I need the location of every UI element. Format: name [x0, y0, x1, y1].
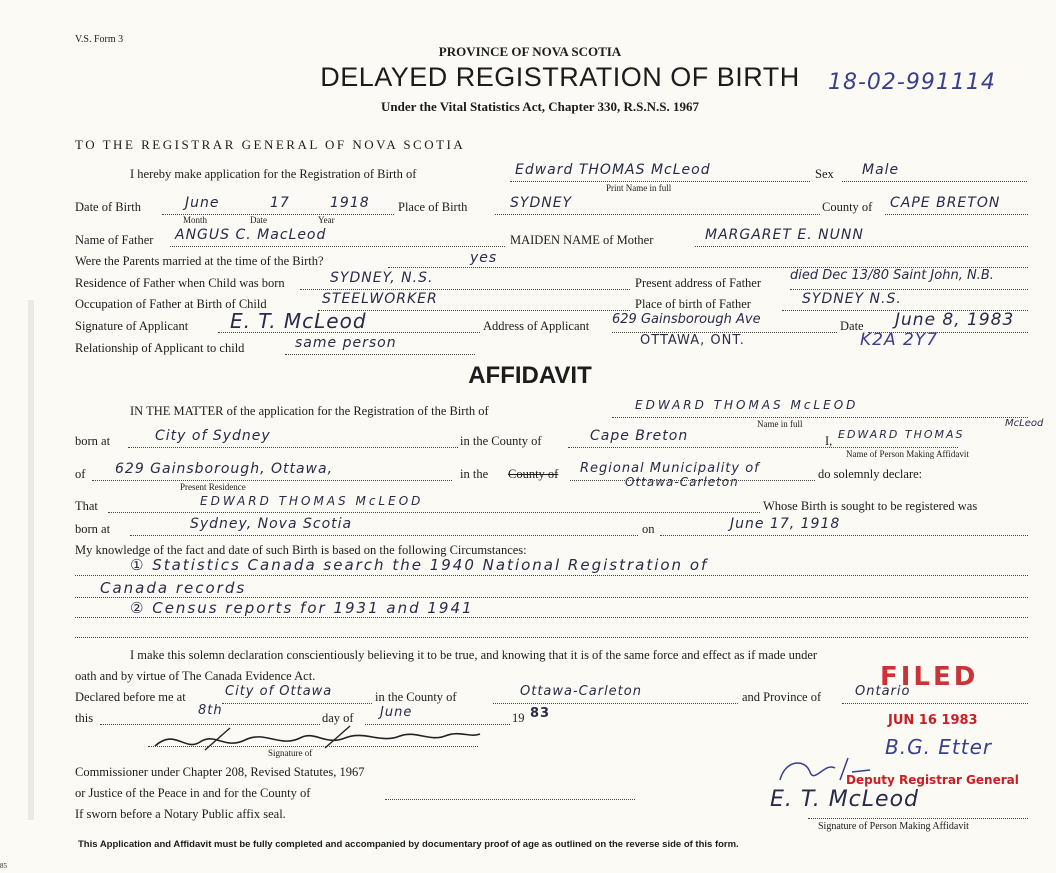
circumstance-1: ① Statistics Canada search the 1940 National Registration of [130, 556, 709, 574]
region-value-2: Ottawa-Carleton [625, 475, 739, 489]
residence-father-value: SYDNEY, N.S. [330, 270, 434, 286]
year-hint: Year [318, 215, 335, 225]
edge-number: 85 [0, 862, 7, 870]
application-date: June 8, 1983 [895, 310, 1015, 330]
pob-label: Place of Birth [398, 200, 468, 214]
occupation-label: Occupation of Father at Birth of Child [75, 297, 267, 311]
justice-text: or Justice of the Peace in and for the County of [75, 786, 311, 800]
form-number: V.S. Form 3 [75, 34, 124, 45]
addressee-line: TO THE REGISTRAR GENERAL OF NOVA SCOTIA [75, 137, 466, 152]
born-at-line [128, 447, 458, 448]
born-at-2-value: Sydney, Nova Scotia [190, 516, 353, 532]
knowledge-text: My knowledge of the fact and date of such Birth is based on the following Circumstances: [75, 543, 527, 557]
father-pob-label: Place of birth of Father [635, 297, 751, 311]
that-line [108, 512, 760, 513]
pob-value: SYDNEY [510, 195, 573, 211]
print-name-hint: Print Name in full [606, 183, 672, 193]
present-address-label: Present address of Father [635, 276, 762, 290]
in-county-2-line [493, 703, 738, 704]
applicant-signature: E. T. McLeod [230, 309, 367, 333]
in-county-line [568, 447, 958, 448]
that-label: That [75, 499, 98, 513]
matter-line [612, 417, 1028, 418]
dob-day: 17 [270, 195, 290, 211]
applicant-address-label: Address of Applicant [483, 319, 590, 333]
circumstance-line-1 [75, 575, 1028, 576]
born-at-label: born at [75, 434, 111, 448]
act-subtitle: Under the Vital Statistics Act, Chapter 330, R.S.N.S. 1967 [380, 99, 700, 114]
county-struck: County of [508, 467, 559, 481]
registration-number: 18-02-991114 [828, 70, 996, 95]
postal-code: K2A 2Y7 [860, 330, 939, 350]
registrar-signature: B.G. Etter [885, 735, 993, 759]
in-county-value: Cape Breton [590, 428, 689, 444]
declaration-line-1: I make this solemn declaration conscientiously believing it to be true, and knowing that it is of the same force and effect as if made under [130, 648, 818, 662]
whose-birth-text: Whose Birth is sought to be registered was [763, 499, 978, 513]
that-value: EDWARD THOMAS McLEOD [200, 494, 424, 508]
i-value-extra: McLeod [1005, 418, 1044, 429]
circumstance-line-4 [75, 637, 1028, 638]
year-prefix: 19 [512, 711, 525, 725]
solemnly-declare: do solemnly declare: [818, 467, 923, 481]
day-of-value: June [380, 705, 413, 720]
on-label: on [642, 522, 655, 536]
circumstance-3: ② Census reports for 1931 and 1941 [130, 599, 474, 617]
pob-line [495, 214, 820, 215]
on-line [660, 535, 1028, 536]
i-value: EDWARD THOMAS [838, 428, 965, 441]
of-label: of [75, 467, 86, 481]
registrar-initials [770, 750, 880, 790]
sex-value: Male [862, 162, 900, 178]
in-county-label: in the County of [460, 434, 542, 448]
circumstance-2: Canada records [100, 579, 247, 597]
born-at-2-label: born at [75, 522, 111, 536]
father-line [170, 246, 505, 247]
mother-value: MARGARET E. NUNN [705, 227, 864, 243]
present-address-line [790, 289, 1028, 290]
date-hint: Date [250, 215, 267, 225]
dob-year: 1918 [330, 195, 370, 211]
father-value: ANGUS C. MacLeod [175, 227, 327, 243]
matter-value: EDWARD THOMAS McLEOD [635, 398, 859, 412]
justice-line [385, 799, 635, 800]
present-residence-hint: Present Residence [180, 482, 246, 492]
province-heading: PROVINCE OF NOVA SCOTIA [438, 44, 622, 59]
of-line [92, 480, 452, 481]
residence-father-label: Residence of Father when Child was born [75, 276, 285, 290]
i-label: I, [825, 434, 833, 448]
date-label: Date [840, 319, 864, 333]
father-pob-value: SYDNEY N.S. [802, 291, 902, 307]
father-label: Name of Father [75, 233, 154, 247]
signature-of-hint: Signature of [268, 748, 313, 758]
county-line [885, 214, 1028, 215]
dob-month: June [185, 195, 220, 211]
relationship-value: same person [295, 335, 397, 351]
commissioner-text: Commissioner under Chapter 208, Revised Statutes, 1967 [75, 765, 365, 779]
born-at-value: City of Sydney [155, 428, 271, 444]
present-address-value: died Dec 13/80 Saint John, N.B. [790, 268, 994, 283]
applicant-address-value: 629 Gainsborough Ave [612, 312, 761, 327]
dob-label: Date of Birth [75, 200, 141, 214]
filed-date-stamp: JUN 16 1983 [888, 713, 978, 728]
region-value: Regional Municipality of [580, 461, 760, 476]
child-name-value: Edward THOMAS McLeod [515, 162, 711, 178]
relationship-line [285, 354, 475, 355]
application-intro: I hereby make application for the Registration of Birth of [130, 167, 417, 181]
applicant-signature-label: Signature of Applicant [75, 319, 189, 333]
relationship-label: Relationship of Applicant to child [75, 341, 245, 355]
affiant-signature-hint: Signature of Person Making Affidavit [818, 821, 969, 832]
margin-watermark [18, 300, 46, 820]
footer-note: This Application and Affidavit must be fully completed and accompanied by documentary proof of age as outlined on the reverse side of this form. [78, 839, 739, 850]
region-line [570, 480, 815, 481]
declared-before-label: Declared before me at [75, 690, 186, 704]
born-at-2-line [130, 535, 638, 536]
sex-line [842, 181, 1027, 182]
notary-text: If sworn before a Notary Public affix seal. [75, 807, 286, 821]
name-line [510, 181, 810, 182]
residence-line [300, 289, 630, 290]
sex-label: Sex [815, 167, 834, 181]
province-value: Ontario [855, 684, 911, 699]
province-line [842, 703, 1028, 704]
person-hint: Name of Person Making Affidavit [846, 449, 969, 459]
in-county-2-label: in the County of [375, 690, 457, 704]
in-the-label: in the [460, 467, 489, 481]
county-value: CAPE BRETON [890, 195, 1001, 211]
affidavit-heading: AFFIDAVIT [468, 362, 592, 389]
declaration-line-2: oath and by virtue of The Canada Evidence Act. [75, 669, 316, 683]
circumstance-line-3 [75, 617, 1028, 618]
filed-stamp: FILED [880, 662, 979, 692]
mother-line [695, 246, 1028, 247]
declared-line [222, 703, 372, 704]
declared-value: City of Ottawa [225, 684, 333, 699]
circumstance-line-2 [75, 597, 1028, 598]
matter-text: IN THE MATTER of the application for the Registration of the Birth of [130, 404, 489, 418]
of-value: 629 Gainsborough, Ottawa, [115, 461, 334, 477]
married-label: Were the Parents married at the time of the Birth? [75, 254, 324, 268]
this-label: this [75, 711, 94, 725]
year-value: 83 [530, 706, 551, 721]
occupation-value: STEELWORKER [322, 291, 438, 307]
day-of-label: day of [322, 711, 354, 725]
in-county-2-value: Ottawa-Carleton [520, 684, 642, 699]
county-label: County of [822, 200, 873, 214]
commissioner-signature [145, 722, 485, 756]
affiant-signature: E. T. McLeod [770, 787, 919, 812]
month-hint: Month [183, 215, 208, 225]
mother-label: MAIDEN NAME of Mother [510, 233, 654, 247]
name-full-hint: Name in full [757, 419, 803, 429]
married-value: yes [470, 250, 498, 266]
affiant-signature-line [808, 818, 1028, 819]
commissioner-signature-line [148, 746, 478, 747]
this-value: 8th [198, 703, 223, 718]
province-label: and Province of [742, 690, 822, 704]
deputy-registrar-stamp: Deputy Registrar General [846, 773, 1019, 787]
applicant-city-value: OTTAWA, ONT. [640, 333, 745, 348]
document-title: DELAYED REGISTRATION OF BIRTH [320, 62, 800, 92]
on-value: June 17, 1918 [730, 516, 841, 532]
